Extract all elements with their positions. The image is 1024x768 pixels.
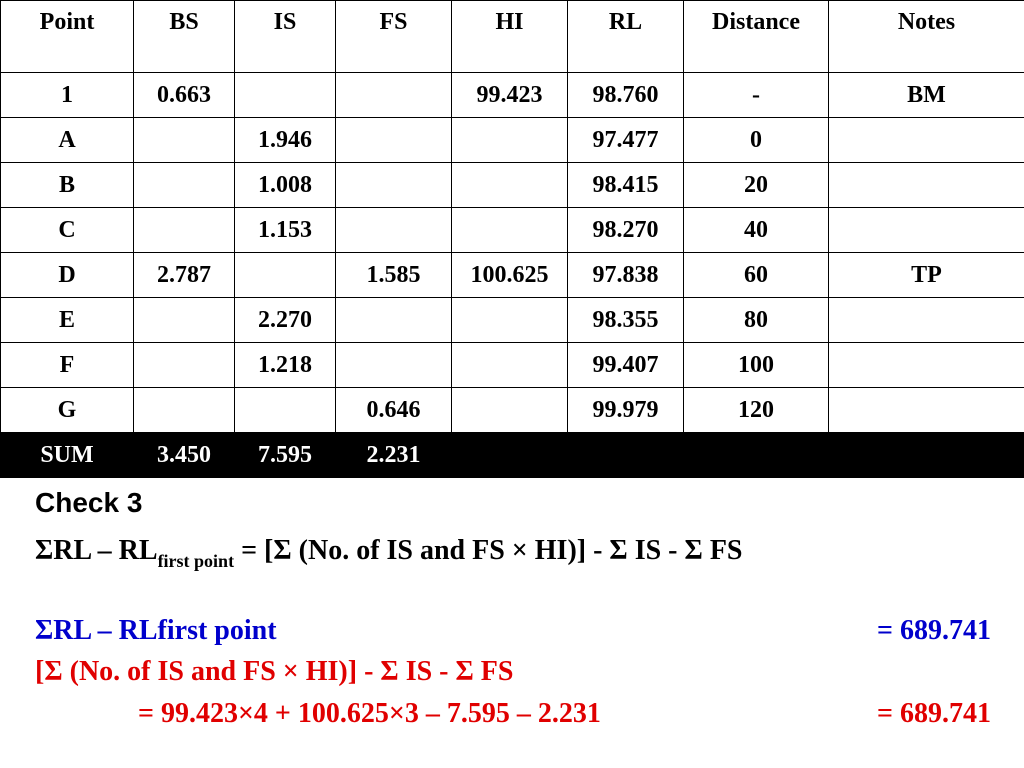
- cell-is: 1.218: [235, 343, 336, 388]
- cell-hi: [452, 343, 568, 388]
- cell-rl: 98.760: [568, 73, 684, 118]
- header-fs: FS: [336, 1, 452, 73]
- header-notes: Notes: [829, 1, 1024, 73]
- cell-bs: 0.663: [134, 73, 235, 118]
- cell-rl: 97.838: [568, 253, 684, 298]
- calc-line1-label: ΣRL – RLfirst point: [35, 615, 277, 646]
- cell-fs: 1.585: [336, 253, 452, 298]
- cell-fs: 0.646: [336, 388, 452, 433]
- cell-fs: [336, 118, 452, 163]
- cell-rl: 98.270: [568, 208, 684, 253]
- cell-point: G: [1, 388, 134, 433]
- sum-fs: 2.231: [336, 433, 452, 478]
- table-row: [1, 253, 1024, 298]
- cell-is: 1.946: [235, 118, 336, 163]
- header-distance: Distance: [684, 1, 829, 73]
- cell-rl: 97.477: [568, 118, 684, 163]
- table-row: [1, 163, 1024, 208]
- cell-notes: BM: [829, 73, 1024, 118]
- cell-distance: 80: [684, 298, 829, 343]
- cell-is: 1.008: [235, 163, 336, 208]
- cell-rl: 99.407: [568, 343, 684, 388]
- cell-hi: [452, 298, 568, 343]
- cell-hi: [452, 118, 568, 163]
- cell-hi: 100.625: [452, 253, 568, 298]
- table-row: [1, 298, 1024, 343]
- cell-bs: [134, 163, 235, 208]
- table-row: [1, 118, 1024, 163]
- sum-is: 7.595: [235, 433, 336, 478]
- formula-main: ΣRL – RL: [35, 535, 158, 566]
- cell-hi: [452, 163, 568, 208]
- calc-line3-value: = 689.741: [877, 698, 991, 729]
- cell-distance: 60: [684, 253, 829, 298]
- sum-hi: [452, 433, 568, 478]
- sum-distance: [684, 433, 829, 478]
- cell-bs: [134, 388, 235, 433]
- cell-is: 2.270: [235, 298, 336, 343]
- cell-hi: [452, 388, 568, 433]
- cell-notes: TP: [829, 253, 1024, 298]
- cell-rl: 98.355: [568, 298, 684, 343]
- sum-label: SUM: [1, 433, 134, 478]
- cell-point: E: [1, 298, 134, 343]
- sum-row: [1, 433, 1024, 478]
- table-row: [1, 208, 1024, 253]
- cell-notes: [829, 118, 1024, 163]
- cell-point: D: [1, 253, 134, 298]
- cell-is: [235, 253, 336, 298]
- table-row: [1, 73, 1024, 118]
- cell-distance: 20: [684, 163, 829, 208]
- cell-point: 1: [1, 73, 134, 118]
- cell-rl: 98.415: [568, 163, 684, 208]
- cell-point: B: [1, 163, 134, 208]
- cell-distance: 120: [684, 388, 829, 433]
- formula-subscript: first point: [157, 551, 235, 571]
- cell-point: A: [1, 118, 134, 163]
- header-rl: RL: [568, 1, 684, 73]
- cell-point: C: [1, 208, 134, 253]
- cell-point: F: [1, 343, 134, 388]
- sum-bs: 3.450: [134, 433, 235, 478]
- cell-notes: [829, 343, 1024, 388]
- cell-distance: -: [684, 73, 829, 118]
- cell-hi: 99.423: [452, 73, 568, 118]
- cell-is: [235, 73, 336, 118]
- cell-distance: 0: [684, 118, 829, 163]
- cell-notes: [829, 298, 1024, 343]
- cell-fs: [336, 163, 452, 208]
- cell-is: 1.153: [235, 208, 336, 253]
- cell-notes: [829, 388, 1024, 433]
- check-title: Check 3: [35, 487, 143, 518]
- cell-is: [235, 388, 336, 433]
- cell-fs: [336, 208, 452, 253]
- cell-bs: [134, 298, 235, 343]
- cell-bs: [134, 208, 235, 253]
- cell-fs: [336, 73, 452, 118]
- header-point: Point: [1, 1, 134, 73]
- cell-fs: [336, 298, 452, 343]
- cell-fs: [336, 343, 452, 388]
- cell-hi: [452, 208, 568, 253]
- cell-notes: [829, 163, 1024, 208]
- formula-rest: = [Σ (No. of IS and FS × HI)] - Σ IS - Σ FS: [234, 535, 743, 566]
- cell-distance: 40: [684, 208, 829, 253]
- cell-rl: 99.979: [568, 388, 684, 433]
- cell-bs: [134, 343, 235, 388]
- calc-line2-label: [Σ (No. of IS and FS × HI)] - Σ IS - Σ FS: [35, 656, 514, 687]
- table-header-row: [1, 1, 1024, 73]
- header-bs: BS: [134, 1, 235, 73]
- check-formula: [35, 535, 743, 571]
- sum-rl: [568, 433, 684, 478]
- cell-notes: [829, 208, 1024, 253]
- table-row: [1, 388, 1024, 433]
- calc-line3-expr: = 99.423×4 + 100.625×3 – 7.595 – 2.231: [138, 698, 601, 729]
- cell-bs: 2.787: [134, 253, 235, 298]
- cell-bs: [134, 118, 235, 163]
- sum-notes: [829, 433, 1024, 478]
- header-is: IS: [235, 1, 336, 73]
- header-hi: HI: [452, 1, 568, 73]
- cell-distance: 100: [684, 343, 829, 388]
- calc-line1-value: = 689.741: [877, 615, 991, 646]
- table-row: [1, 343, 1024, 388]
